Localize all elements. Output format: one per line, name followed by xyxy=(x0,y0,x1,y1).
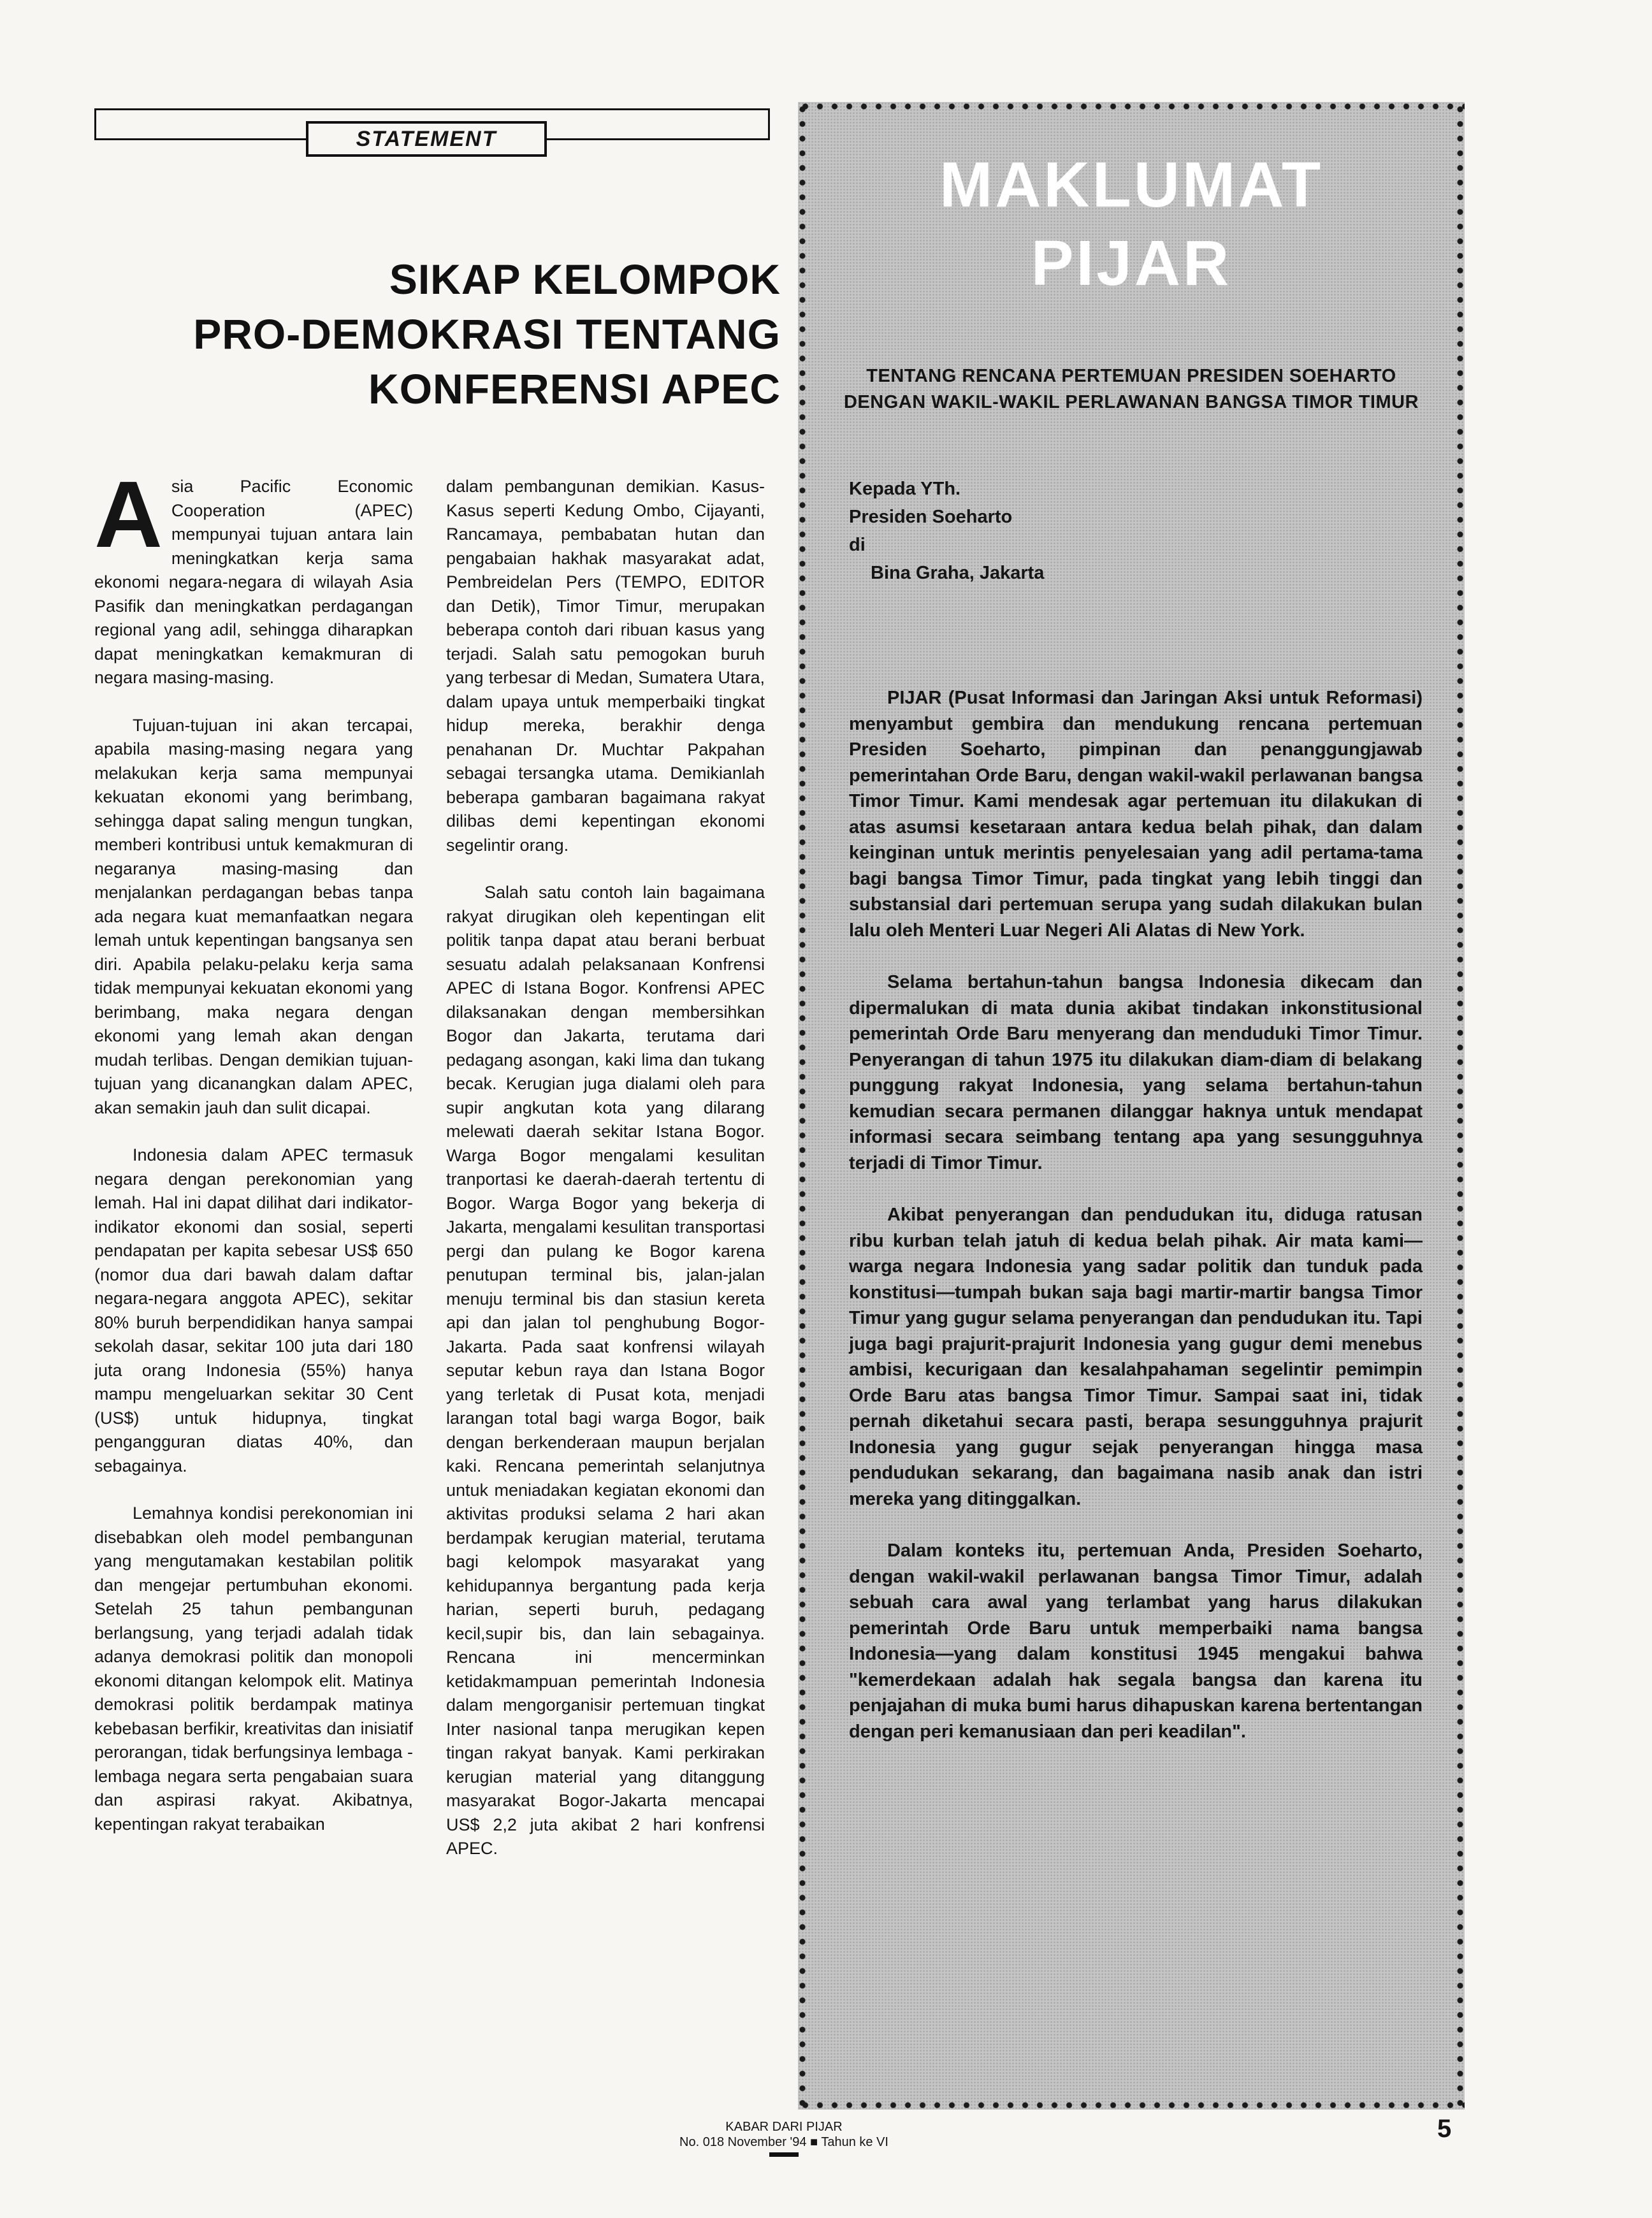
maklumat-title-line-1: MAKLUMAT xyxy=(939,149,1324,221)
publication-name: KABAR DARI PIJAR xyxy=(725,2120,843,2134)
maklumat-box xyxy=(798,102,1465,2110)
addressee-line-4: Bina Graha, Jakarta xyxy=(871,563,1045,583)
dotted-border-top xyxy=(798,102,1465,111)
maklumat-body xyxy=(849,685,1423,1771)
maklumat-paragraph-2: Selama bertahun-tahun bangsa Indonesia dikecam dan dipermalukan di mata dunia akibat tindakan inkonstitusional pemerintah Orde Baru menyerang dan menduduki Timor Timur. Penyerangan di tahun 1975 itu dilakukan diam-diam di belakang punggung rakyat Indonesia, yang selama bertahun-tahun kemudian secara permanen dilanggar haknya untuk mendapat informasi secara seimbang tentang apa yang sesungguhnya terjadi di Timor Timur. xyxy=(849,972,1423,1173)
headline-line-3: KONFERENSI APEC xyxy=(368,365,781,412)
addressee-line-2: Presiden Soeharto xyxy=(849,507,1013,527)
maklumat-subtitle: TENTANG RENCANA PERTEMUAN PRESIDEN SOEHARTO DENGAN WAKIL-WAKIL PERLAWANAN BANGSA TIMOR TIMUR xyxy=(843,366,1419,412)
paragraph-text: sia Pacific Economic Cooperation (APEC) mempunyai tujuan antara lain meningkatkan kerja sama ekonomi negara-negara di wilayah Asia Pasifik dan meningkatkan perdagangan regional yang adil, sehingga diharapkan dapat meningkatkan kemakmuran di negara masing-masing. xyxy=(94,477,413,687)
article-paragraph-3: Indonesia dalam APEC termasuk negara dengan perekonomian yang lemah. Hal ini dapat dilihat dari indikator-indikator ekonomi dan sosial, seperti pendapatan per kapita sebesar US$ 650 (nomor dua dari bawah dalam daftar negara-negara anggota APEC), sekitar 80% buruh berpendidikan hanya sampai sekolah dasar, sekitar 100 juta dari 180 juta orang Indonesia (55%) hanya mampu mengeluarkan sekitar 30 Cent (US$) untuk hidupnya, tingkat pengangguran diatas 40%, dan sebagainya. xyxy=(94,1145,413,1475)
headline-line-1: SIKAP KELOMPOK xyxy=(389,256,781,303)
article-headline xyxy=(89,252,781,416)
article-paragraph-1 xyxy=(94,475,413,690)
maklumat-title-line-2: PIJAR xyxy=(1031,228,1232,299)
maklumat-paragraph-1: PIJAR (Pusat Informasi dan Jaringan Aksi untuk Reformasi) menyambut gembira dan mendukung rencana pertemuan Presiden Soeharto, pimpinan dan penanggungjawab pemerintahan Orde Baru, dengan wakil-wakil perlawanan bangsa Timor Timur. Kami mendesak agar pertemuan itu dilakukan di atas asumsi kesetaraan antara kedua belah pihak, dan dalam keinginan untuk merintis penyelesaian yang adil pertama-tama bagi bangsa Timor Timur, pada tingkat yang lebih tinggi dan substansial dari pertemuan serupa yang sudah dilakukan bulan lalu oleh Menteri Luar Negeri Ali Alatas di New York. xyxy=(849,688,1423,941)
dotted-border-bottom xyxy=(798,2101,1465,2110)
addressee-block xyxy=(849,475,1295,587)
dotted-border-right xyxy=(1456,102,1465,2110)
addressee-line-3: di xyxy=(849,535,866,555)
article-paragraph-4: Lemahnya kondisi perekonomian ini disebabkan oleh model pembangunan yang mengutamakan kestabilan politik dan mengejar pertumbuhan ekonomi. Setelah 25 tahun pembangunan berlangsung, yang terjadi adalah tidak adanya demokrasi politik dan monopoli ekonomi ditangan kelompok elit. Matinya demokrasi politik berdampak matinya kebebasan berfikir, kreativitas dan inisiatif perorangan, tidak berfungsinya lembaga - lembaga negara serta pengabaian suara dan aspirasi rakyat. Akibatnya, kepentingan rakyat terabaikan xyxy=(94,1504,413,1834)
maklumat-paragraph-4: Dalam konteks itu, pertemuan Anda, Presiden Soeharto, dengan wakil-wakil perlawanan bangsa Timor Timur, adalah sebuah cara awal yang terlambat yang harus dilakukan pemerintah Orde Baru untuk memperbaiki nama bangsa Indonesia—yang dalam konstitusi 1945 mengakui bahwa "kemerdekaan adalah hak segala bangsa dan karena itu penjajahan di muka bumi harus dihapuskan karena bertentangan dengan peri kemanusiaan dan peri keadilan". xyxy=(849,1540,1423,1742)
article-paragraph-5: dalam pembangunan demikian. Kasus-Kasus seperti Kedung Ombo, Cijayanti, Rancamaya, pembabatan hutan dan pengabaian hakhak masyarakat adat, Pembreidelan Pers (TEMPO, EDITOR dan Detik), Timor Timur, merupakan beberapa contoh dari ribuan kasus yang terjadi. Salah satu pemogokan buruh yang terbesar di Medan, Sumatera Utara, dalam upaya untuk memperbaiki tingkat hidup mereka, berakhir denga penahanan Dr. Muchtar Pakpahan sebagai tersangka utama. Demikianlah beberapa gambaran bagaimana rakyat dilibas demi kepentingan ekonomi segelintir orang. xyxy=(446,477,765,855)
drop-cap: A xyxy=(94,475,163,567)
addressee-line-1: Kepada YTh. xyxy=(849,479,961,499)
footer-bar xyxy=(769,2152,799,2157)
section-label: STATEMENT xyxy=(306,121,547,157)
article-column-right xyxy=(446,475,765,2157)
article-paragraph-6: Salah satu contoh lain bagaimana rakyat dirugikan oleh kepentingan elit politik tanpa dapat atau berani berbuat sesuatu adalah pelaksanaan Konfrensi APEC di Istana Bogor. Konfrensi APEC dilaksanakan dengan membersihkan Bogor dan Jakarta, terutama dari pedagang asongan, kaki lima dan tukang becak. Kerugian juga dialami oleh para supir angkutan kota yang dilarang melewati daerah sekitar Istana Bogor. Warga Bogor mengalami kesulitan tranportasi ke daerah-daerah tertentu di Bogor. Warga Bogor yang bekerja di Jakarta, mengalami kesulitan transportasi pergi dan pulang ke Bogor karena penutupan terminal bis, jalan-jalan menuju terminal bis dan stasiun kereta api dan jalan tol penghubung Bogor-Jakarta. Pada saat konfrensi wilayah seputar kebun raya dan Istana Bogor yang terletak di Pusat kota, menjadi larangan total bagi warga Bogor, baik dengan berkenderaan maupun berjalan kaki. Rencana pemerintah selanjutnya untuk meniadakan kegiatan ekonomi dan aktivitas produksi selama 2 hari akan berdampak kerugian material, terutama bagi kelompok masyarakat yang kehidupannya bergantung pada kerja harian, seperti buruh, pedagang kecil,supir bis, dan lain sebagainya. Rencana ini mencerminkan ketidakmampuan pemerintah Indonesia dalam mengorganisir pertemuan tingkat Inter nasional tanpa merugikan kepen tingan rakyat banyak. Kami perkirakan kerugian material yang ditanggung masyarakat Bogor-Jakarta mencapai US$ 2,2 juta akibat 2 hari konfrensi APEC. xyxy=(446,883,765,1858)
dotted-border-left xyxy=(798,102,807,2110)
page-footer xyxy=(650,2119,918,2157)
maklumat-paragraph-3: Akibat penyerangan dan pendudukan itu, diduga ratusan ribu kurban telah jatuh di kedua belah pihak. Air mata kami—warga negara Indonesia yang sadar politik dan tunduk pada konstitusi—tumpah bukan saja bagi martir-martir bangsa Timor Timur yang gugur selama penyerangan dan pendudukan itu. Tapi juga bagi prajurit-prajurit Indonesia yang gugur demi menebus ambisi, kecurigaan dan kesalahpahaman segelintir pemimpin Orde Baru atas bangsa Timor Timur. Sampai saat ini, tidak pernah diketahui secara pasti, berapa sesungguhnya prajurit Indonesia yang gugur sejak penyerangan hingga masa pendudukan sekarang, dan bagaimana nasib anak dan istri mereka yang ditinggalkan. xyxy=(849,1205,1423,1509)
issue-info: No. 018 November '94 ■ Tahun ke VI xyxy=(679,2135,888,2149)
article-column-left xyxy=(94,475,413,2119)
headline-line-2: PRO-DEMOKRASI TENTANG xyxy=(193,310,781,358)
page-number: 5 xyxy=(1437,2115,1452,2143)
article-paragraph-2: Tujuan-tujuan ini akan tercapai, apabila masing-masing negara yang melakukan kerja sama mempunyai kekuatan ekonomi yang berimbang, sehingga dapat saling mengun tungkan, memberi kontribusi untuk kemakmuran di negaranya masing-masing dan menjalankan perdagangan bebas tanpa ada negara kuat memanfaatkan negara lemah untuk kepentingan bangsanya sen diri. Apabila pelaku-pelaku kerja sama tidak mempunyai kekuatan ekonomi yang berimbang, maka negara dengan ekonomi yang lemah akan dengan mudah terlibas. Dengan demikian tujuan-tujuan yang dicanangkan dalam APEC, akan semakin jauh dan sulit dicapai. xyxy=(94,715,413,1117)
